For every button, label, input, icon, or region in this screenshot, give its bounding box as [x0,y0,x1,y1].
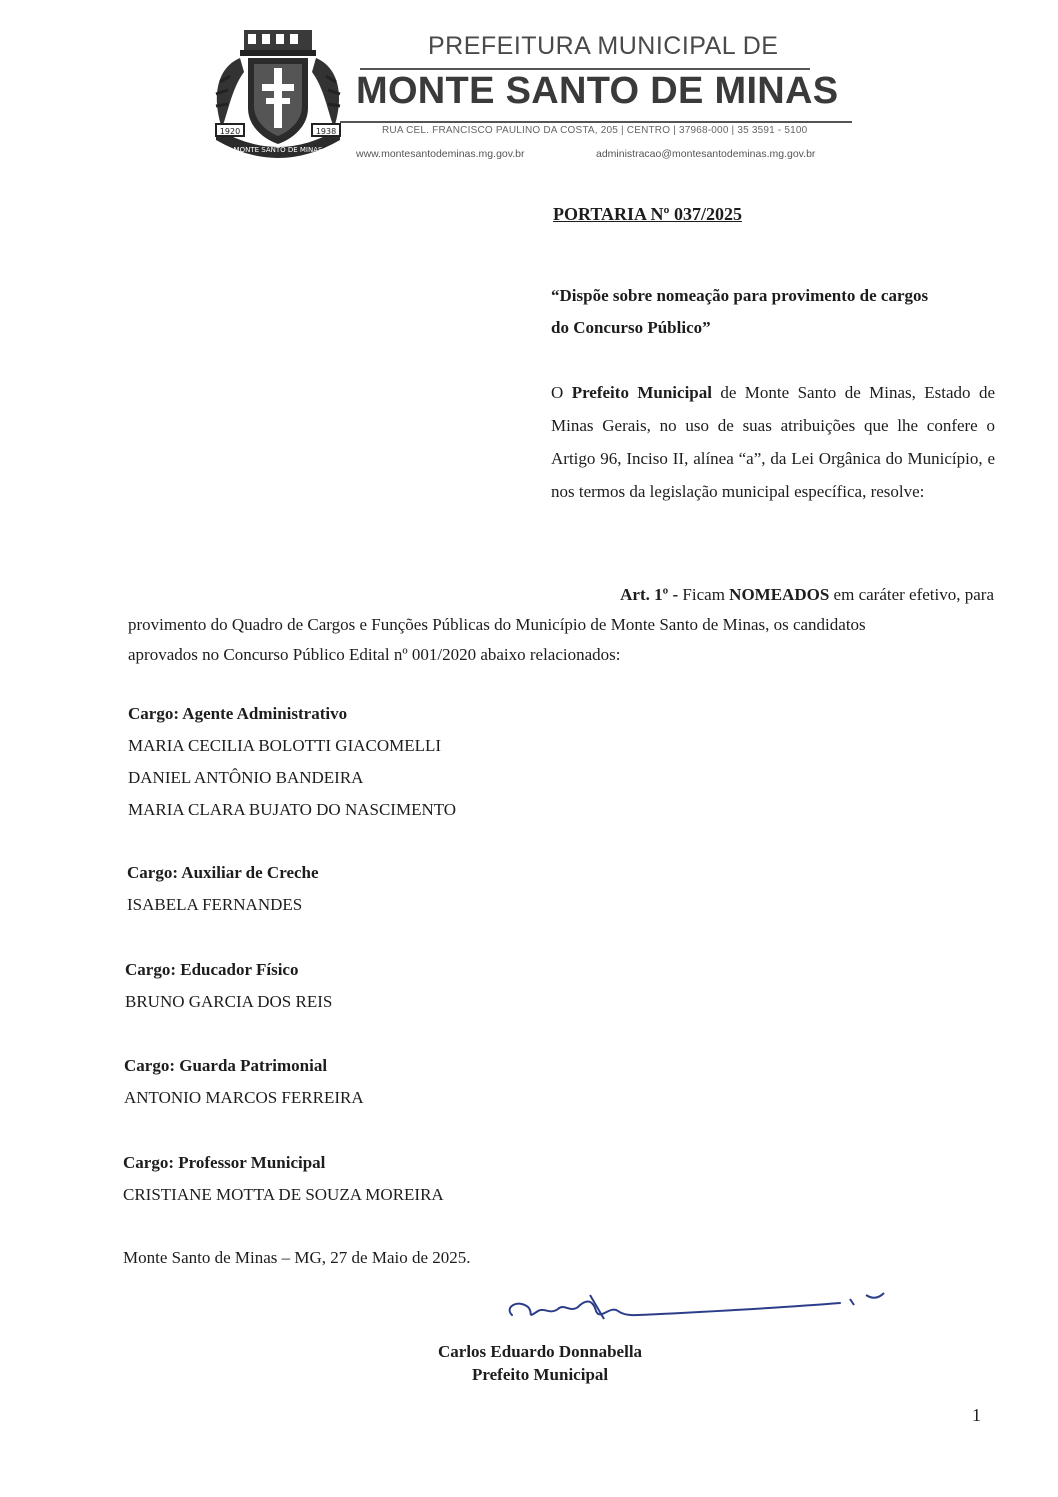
article-first-line [128,580,994,610]
article-text: em caráter efetivo, para [829,585,994,604]
article-text: Ficam [678,585,730,604]
cargo-title: Cargo: Agente Administrativo [128,704,348,723]
svg-text:MONTE SANTO DE MINAS: MONTE SANTO DE MINAS [233,146,323,154]
date-line: Monte Santo de Minas – MG, 27 de Maio de 2025. [123,1248,471,1267]
svg-text:1920: 1920 [219,127,241,136]
article-bold-word: NOMEADOS [729,585,830,604]
cargo-block-auxiliar-de-creche [127,857,319,921]
cargo-block-professor-municipal [123,1147,444,1211]
cargo-title: Cargo: Guarda Patrimonial [124,1056,328,1075]
appointee-name: CRISTIANE MOTTA DE SOUZA MOREIRA [123,1185,444,1204]
letterhead-address: RUA CEL. FRANCISCO PAULINO DA COSTA, 205 | CENTRO | 37968-000 | 35 3591 - 5100 [382,125,808,136]
handwritten-signature [500,1285,900,1335]
preamble-text: de Monte Santo de Minas, Estado de Minas Gerais, no uso de suas atribuições que lhe confere o Artigo 96, Inciso II, alínea “a”, da Lei Orgânica do Município, e nos termos da legislação municipal específica, resolve: [551,383,996,501]
municipal-crest-icon [210,28,346,160]
appointee-name: DANIEL ANTÔNIO BANDEIRA [128,768,364,787]
preamble-text: O [551,383,572,402]
appointee-name: ISABELA FERNANDES [127,895,303,914]
ementa-line: do Concurso Público” [551,318,711,337]
article-1 [128,580,994,670]
signer-role: Prefeito Municipal [472,1365,609,1384]
appointee-name: ANTONIO MARCOS FERREIRA [124,1088,364,1107]
signer-name: Carlos Eduardo Donnabella [438,1342,643,1361]
article-line: aprovados no Concurso Público Edital nº 001/2020 abaixo relacionados: [128,645,621,664]
letterhead-top-line: PREFEITURA MUNICIPAL DE [428,32,779,60]
ementa [551,280,995,344]
cargo-title: Cargo: Educador Físico [125,960,299,979]
preamble [551,376,995,508]
svg-text:1938: 1938 [315,127,337,136]
letterhead-website: www.montesantodeminas.mg.gov.br [356,148,525,160]
appointee-name: BRUNO GARCIA DOS REIS [125,992,333,1011]
appointee-name: MARIA CECILIA BOLOTTI GIACOMELLI [128,736,442,755]
ementa-line: “Dispõe sobre nomeação para provimento de cargos [551,286,929,305]
cargo-block-guarda-patrimonial [124,1050,364,1114]
cargo-block-educador-fisico [125,954,332,1018]
letterhead-municipality: MONTE SANTO DE MINAS [356,70,839,112]
letterhead-email: administracao@montesantodeminas.mg.gov.br [596,148,816,160]
document-title: PORTARIA Nº 037/2025 [553,204,742,224]
article-line: provimento do Quadro de Cargos e Funções Públicas do Município de Monte Santo de Minas, os candidatos [128,615,866,634]
page-number: 1 [972,1405,981,1425]
cargo-block-agente-administrativo [128,698,456,826]
letterhead-rule [340,121,852,123]
article-label: Art. 1º - [620,585,679,604]
cargo-title: Cargo: Auxiliar de Creche [127,863,319,882]
preamble-authority: Prefeito Municipal [571,383,712,402]
letterhead [0,0,1058,170]
appointee-name: MARIA CLARA BUJATO DO NASCIMENTO [128,800,457,819]
cargo-title: Cargo: Professor Municipal [123,1153,326,1172]
